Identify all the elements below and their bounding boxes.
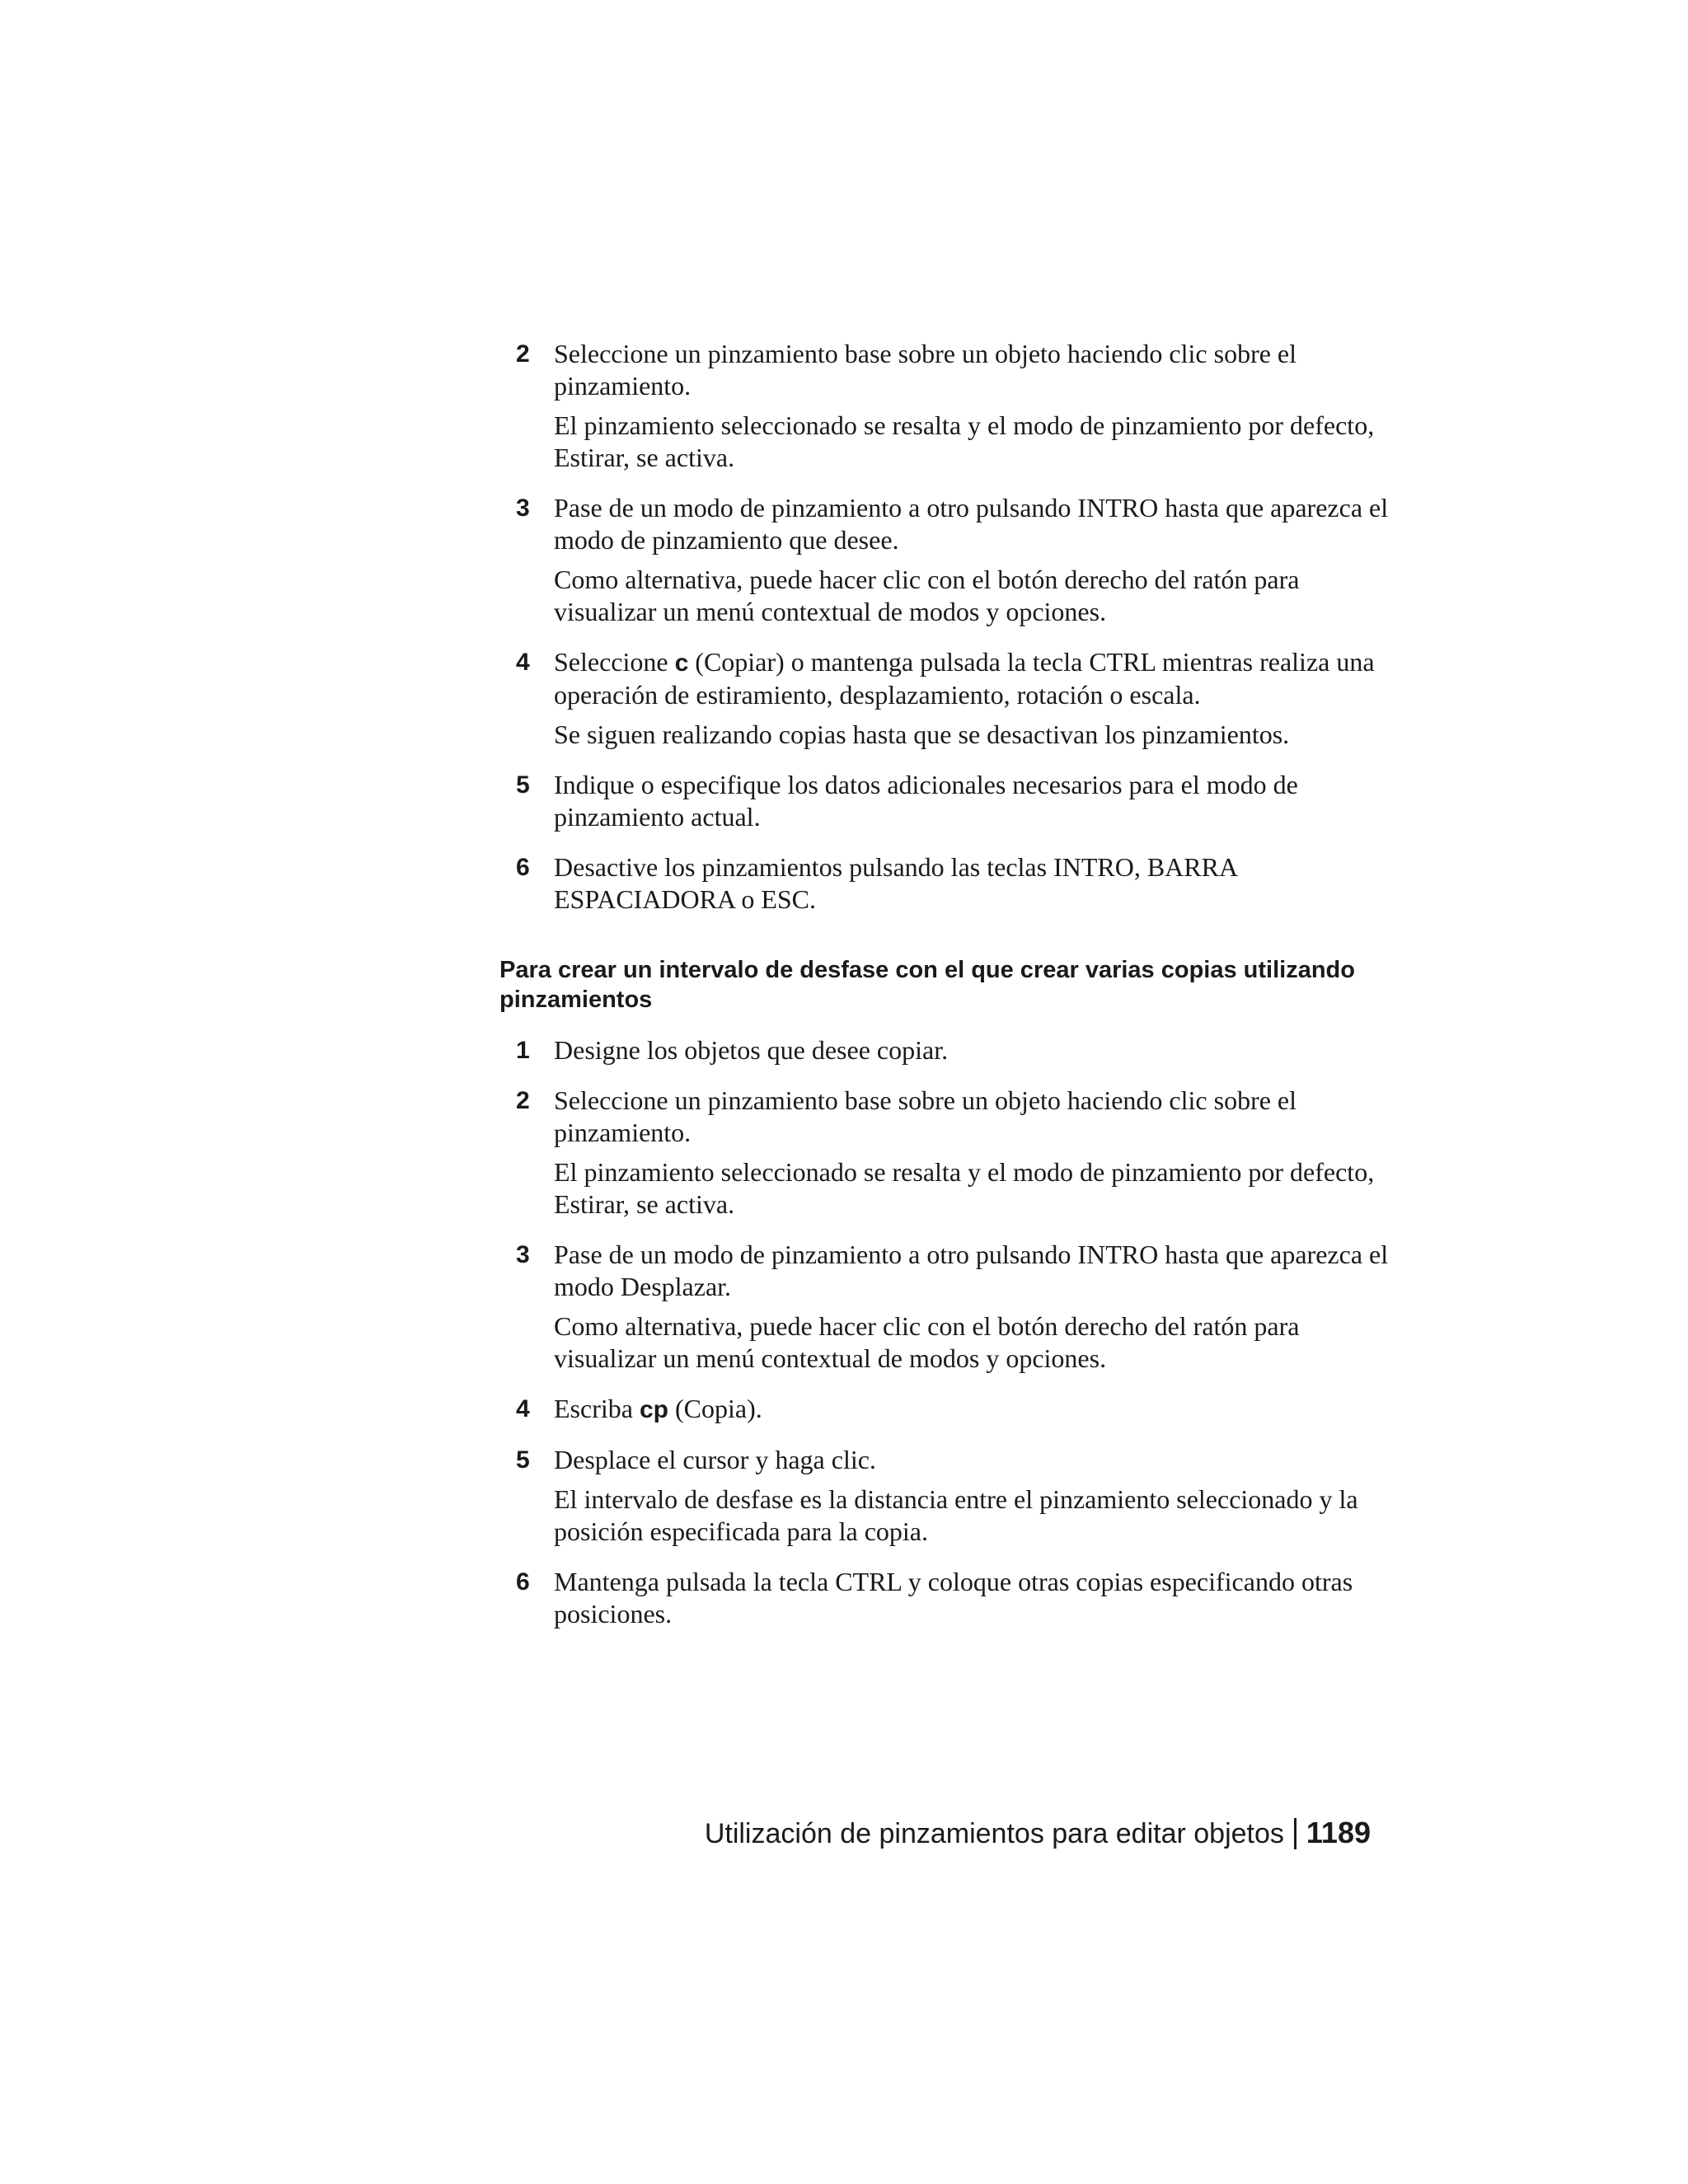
step-note: Como alternativa, puede hacer clic con el botón derecho del ratón para visualizar un menú contextual de modos y opciones. xyxy=(554,565,1300,626)
step-note: Se siguen realizando copias hasta que se desactivan los pinzamientos. xyxy=(554,719,1290,749)
procedure-heading: Para crear un intervalo de desfase con el que crear varias copias utilizando pinzamientos xyxy=(499,957,1355,1013)
step-text: Designe los objetos que desee copiar. xyxy=(554,1035,949,1065)
step-text-after: (Copiar) o mantenga pulsada la tecla CTRL mientras realiza una operación de estiramiento, desplazamiento, rotación o escala. xyxy=(554,647,1375,710)
step-note: El pinzamiento seleccionado se resalta y el modo de pinzamiento por defecto, Estirar, se activa. xyxy=(554,1157,1375,1219)
step-text-command: c xyxy=(674,649,689,677)
list-item xyxy=(499,1444,1390,1548)
list-item xyxy=(499,1566,1390,1630)
step-number: 4 xyxy=(516,649,530,676)
step-text: Pase de un modo de pinzamiento a otro pulsando INTRO hasta que aparezca el modo Desplazar. xyxy=(554,1240,1389,1301)
step-text: Pase de un modo de pinzamiento a otro pulsando INTRO hasta que aparezca el modo de pinzamiento que desee. xyxy=(554,493,1389,555)
step-text: Desactive los pinzamientos pulsando las teclas INTRO, BARRA ESPACIADORA o ESC. xyxy=(554,852,1237,914)
step-text-after: (Copia). xyxy=(668,1394,762,1423)
step-text-before: Escriba xyxy=(554,1394,640,1423)
list-item xyxy=(499,1085,1390,1221)
step-number: 2 xyxy=(516,1087,530,1114)
step-text xyxy=(554,1393,1390,1426)
list-item xyxy=(499,492,1390,628)
step-number: 3 xyxy=(516,494,530,522)
page-number: 1189 xyxy=(1306,1816,1371,1849)
step-text: Seleccione un pinzamiento base sobre un objeto haciendo clic sobre el pinzamiento. xyxy=(554,339,1297,401)
step-note: El pinzamiento seleccionado se resalta y el modo de pinzamiento por defecto, Estirar, se activa. xyxy=(554,410,1375,472)
list-item xyxy=(499,1393,1390,1426)
step-number: 1 xyxy=(516,1037,530,1064)
list-item xyxy=(499,769,1390,833)
steps-list-first xyxy=(499,338,1390,916)
list-item xyxy=(499,1239,1390,1375)
step-text: Mantenga pulsada la tecla CTRL y coloque otras copias especificando otras posiciones. xyxy=(554,1567,1353,1629)
steps-list-second xyxy=(499,1034,1390,1630)
list-item xyxy=(499,338,1390,474)
list-item xyxy=(499,1034,1390,1066)
step-text-command: cp xyxy=(639,1396,668,1423)
step-text xyxy=(554,646,1390,711)
step-text-before: Seleccione xyxy=(554,647,675,677)
step-number: 2 xyxy=(516,340,530,368)
step-number: 5 xyxy=(516,1446,530,1474)
step-number: 5 xyxy=(516,771,530,799)
page-content xyxy=(499,338,1390,1648)
step-number: 3 xyxy=(516,1241,530,1268)
step-number: 6 xyxy=(516,1568,530,1596)
step-number: 6 xyxy=(516,854,530,881)
list-item xyxy=(499,851,1390,916)
footer-separator xyxy=(1294,1818,1296,1849)
step-number: 4 xyxy=(516,1395,530,1422)
step-note: Como alternativa, puede hacer clic con el botón derecho del ratón para visualizar un menú contextual de modos y opciones. xyxy=(554,1311,1300,1373)
step-text: Desplace el cursor y haga clic. xyxy=(554,1445,876,1474)
footer-chapter-title: Utilización de pinzamientos para editar objetos xyxy=(704,1818,1284,1849)
step-text: Indique o especifique los datos adicionales necesarios para el modo de pinzamiento actual. xyxy=(554,770,1298,832)
step-note: El intervalo de desfase es la distancia entre el pinzamiento seleccionado y la posición especificada para la copia. xyxy=(554,1484,1358,1546)
list-item xyxy=(499,646,1390,751)
step-text: Seleccione un pinzamiento base sobre un objeto haciendo clic sobre el pinzamiento. xyxy=(554,1085,1297,1147)
page-footer xyxy=(0,1816,1371,1850)
